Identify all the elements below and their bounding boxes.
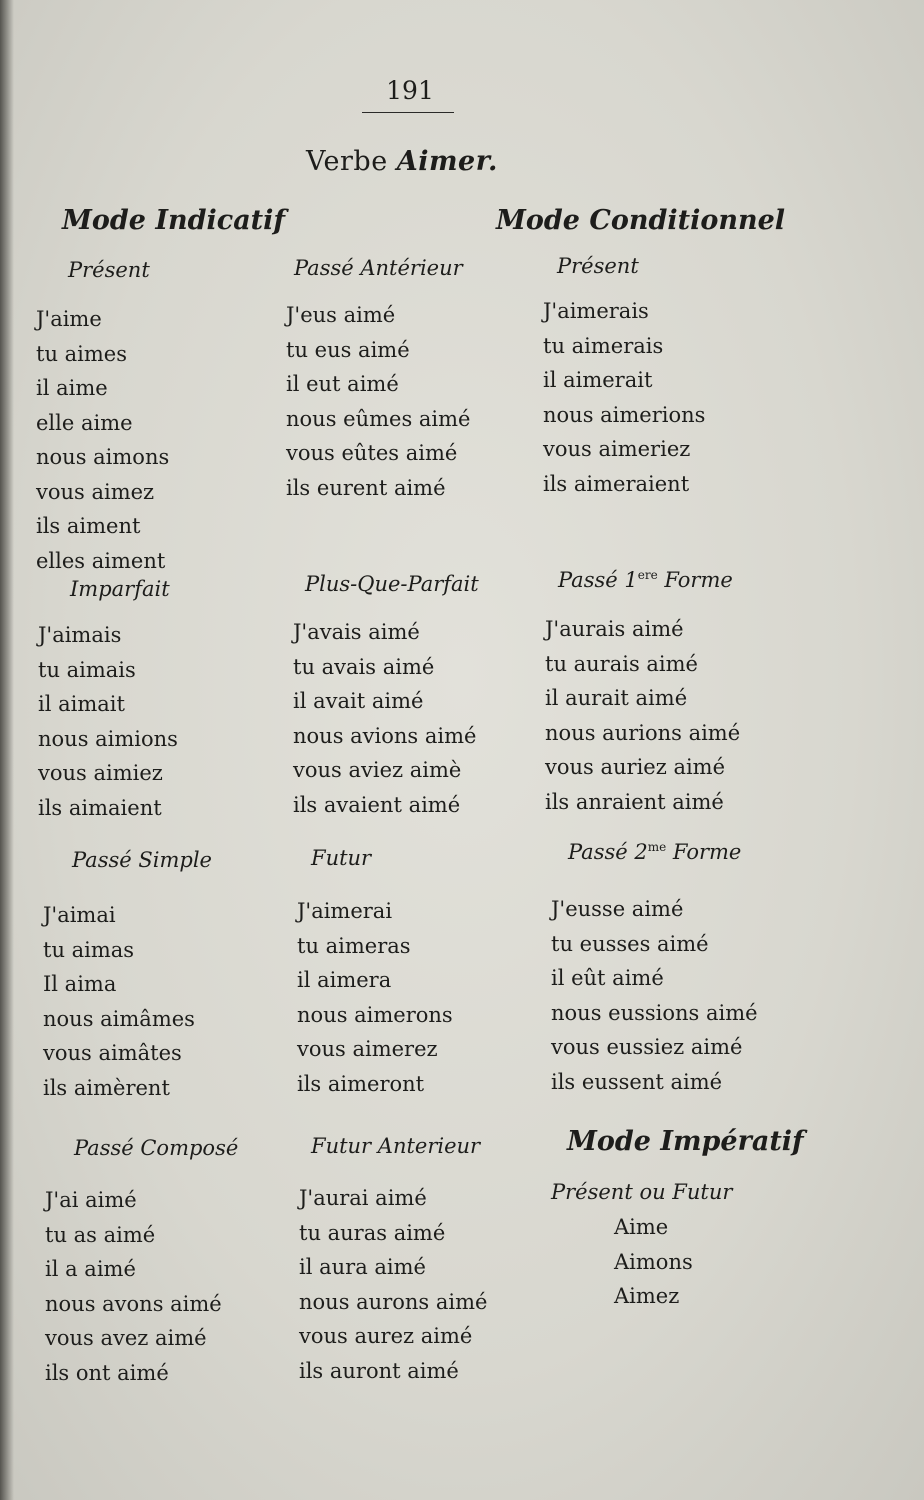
verb-form: vous eûtes aimé <box>286 441 458 465</box>
forms-futur <box>297 894 453 1101</box>
page-title <box>306 146 498 177</box>
heading-passe-anterieur: Passé Antérieur <box>294 256 463 280</box>
verb-form: ils eussent aimé <box>551 1069 723 1094</box>
verb-form: il aurait aimé <box>545 686 688 710</box>
verb-form: nous eûmes aimé <box>286 406 471 431</box>
verb-form: il aimait <box>38 692 125 716</box>
verb-form: vous aimerez <box>297 1037 438 1061</box>
verb-form: tu aimas <box>43 937 135 962</box>
heading-futur-anterieur: Futur Anterieur <box>311 1134 481 1158</box>
mode-conditionnel-heading: Mode Conditionnel <box>496 205 786 236</box>
forms-passe-compose <box>45 1183 222 1390</box>
verb-form: J'aimai <box>43 903 116 927</box>
verb-form: vous avez aimé <box>45 1326 207 1350</box>
verb-form: nous avions aimé <box>293 723 477 748</box>
verb-form: nous aimons <box>36 445 170 469</box>
verb-form: vous eussiez aimé <box>551 1035 743 1059</box>
verb-form: ils eurent aimé <box>286 475 446 500</box>
verb-form: il a aimé <box>45 1257 136 1281</box>
verb-form: ils aimeront <box>297 1071 425 1096</box>
verb-form: tu aimerais <box>543 333 664 358</box>
verb-form: il avait aimé <box>293 689 424 713</box>
heading-passe-simple: Passé Simple <box>72 848 212 872</box>
verb-form: tu as aimé <box>45 1222 156 1247</box>
mode-imperatif-heading: Mode Impératif <box>567 1126 804 1157</box>
verb-form: J'eus aimé <box>286 303 396 327</box>
forms-passe-simple <box>43 898 195 1105</box>
heading-present: Présent <box>68 258 150 282</box>
verb-form: tu aimais <box>38 657 136 682</box>
heading-passe-2-forme: Passé $2^{me}$ Forme <box>568 840 742 864</box>
heading-imparfait: Imparfait <box>70 577 170 601</box>
verb-form: J'ai aimé <box>45 1188 137 1212</box>
forms-passe-2-forme <box>551 892 758 1099</box>
verb-form: il aura aimé <box>299 1255 426 1279</box>
verb-form: tu auras aimé <box>299 1220 446 1245</box>
forms-cond-present <box>543 294 705 501</box>
verb-form: J'aimerais <box>543 299 649 323</box>
forms-plus-que-parfait <box>293 615 476 822</box>
verb-form: nous avons aimé <box>45 1291 222 1316</box>
verb-form: il aime <box>36 376 108 400</box>
verb-form: il aimerait <box>543 368 653 392</box>
verb-form: J'aime <box>36 307 102 331</box>
verb-form: Aimez <box>614 1284 680 1308</box>
verb-form: Aime <box>614 1215 669 1239</box>
verb-form: vous aimâtes <box>43 1041 182 1065</box>
forms-futur-anterieur <box>299 1181 487 1388</box>
verb-form: tu aimes <box>36 341 127 366</box>
forms-passe-anterieur <box>286 298 470 505</box>
verb-form: il eut aimé <box>286 372 399 396</box>
verb-form: ils aimeraient <box>543 471 690 496</box>
heading-passe-1-forme: Passé 1ere Forme <box>558 568 733 592</box>
heading-plus-que-parfait: Plus-Que-Parfait <box>305 572 479 596</box>
heading-imperatif: Présent ou Futur <box>551 1180 733 1204</box>
verb-form: nous aurions aimé <box>545 720 741 745</box>
verb-form: vous aimeriez <box>543 437 691 461</box>
verb-form: vous aimez <box>36 479 155 504</box>
title-prefix: Verbe <box>306 146 388 177</box>
verb-form: nous aimions <box>38 726 178 751</box>
verb-form: J'avais aimé <box>293 620 420 644</box>
mode-indicatif-heading: Mode Indicatif <box>62 205 286 236</box>
verb-form: J'eusse aimé <box>551 897 684 921</box>
page-number-rule <box>362 112 454 113</box>
verb-form: vous aimiez <box>38 761 163 785</box>
verb-form: vous aviez aimè <box>293 758 462 782</box>
heading-cond-present: Présent <box>557 254 639 278</box>
title-verb: Aimer. <box>396 146 498 177</box>
verb-form: vous aurez aimé <box>299 1324 473 1348</box>
verb-form: tu aimeras <box>297 933 411 958</box>
book-spine-shadow <box>0 0 14 1500</box>
heading-passe-compose: Passé Composé <box>74 1136 239 1160</box>
forms-present <box>36 302 169 578</box>
verb-form: ils aimèrent <box>43 1075 170 1100</box>
verb-form: ils aiment <box>36 514 141 538</box>
verb-form: il eût aimé <box>551 966 664 990</box>
forms-passe-1-forme <box>545 612 740 819</box>
verb-form: nous eussions aimé <box>551 1000 758 1025</box>
verb-form: nous aurons aimé <box>299 1289 488 1314</box>
verb-form: J'aurais aimé <box>545 617 684 641</box>
verb-form: il aimera <box>297 968 392 992</box>
verb-form: tu avais aimé <box>293 654 435 679</box>
verb-form: nous aimâmes <box>43 1006 195 1031</box>
verb-form: J'aimerai <box>297 899 393 923</box>
verb-form: vous auriez aimé <box>545 755 726 779</box>
heading-futur: Futur <box>311 846 372 870</box>
verb-form: ils aimaient <box>38 795 162 820</box>
verb-form: tu eus aimé <box>286 337 410 362</box>
verb-form: tu aurais aimé <box>545 651 698 676</box>
verb-form: ils avaient aimé <box>293 792 461 817</box>
verb-form: tu eusses aimé <box>551 931 709 956</box>
page-number: 191 <box>386 76 434 105</box>
verb-form: nous aimerons <box>297 1002 453 1027</box>
forms-imparfait <box>38 618 178 825</box>
verb-form: nous aimerions <box>543 402 706 427</box>
verb-form: ils ont aimé <box>45 1360 169 1385</box>
verb-form: elles aiment <box>36 548 166 573</box>
verb-form: Aimons <box>614 1249 693 1274</box>
verb-form: ils auront aimé <box>299 1358 459 1383</box>
verb-form: Il aima <box>43 972 117 996</box>
verb-form: ils anraient aimé <box>545 789 724 814</box>
verb-form: J'aimais <box>38 623 122 647</box>
forms-imperatif <box>614 1210 693 1314</box>
verb-form: elle aime <box>36 410 133 435</box>
verb-form: J'aurai aimé <box>299 1186 427 1210</box>
